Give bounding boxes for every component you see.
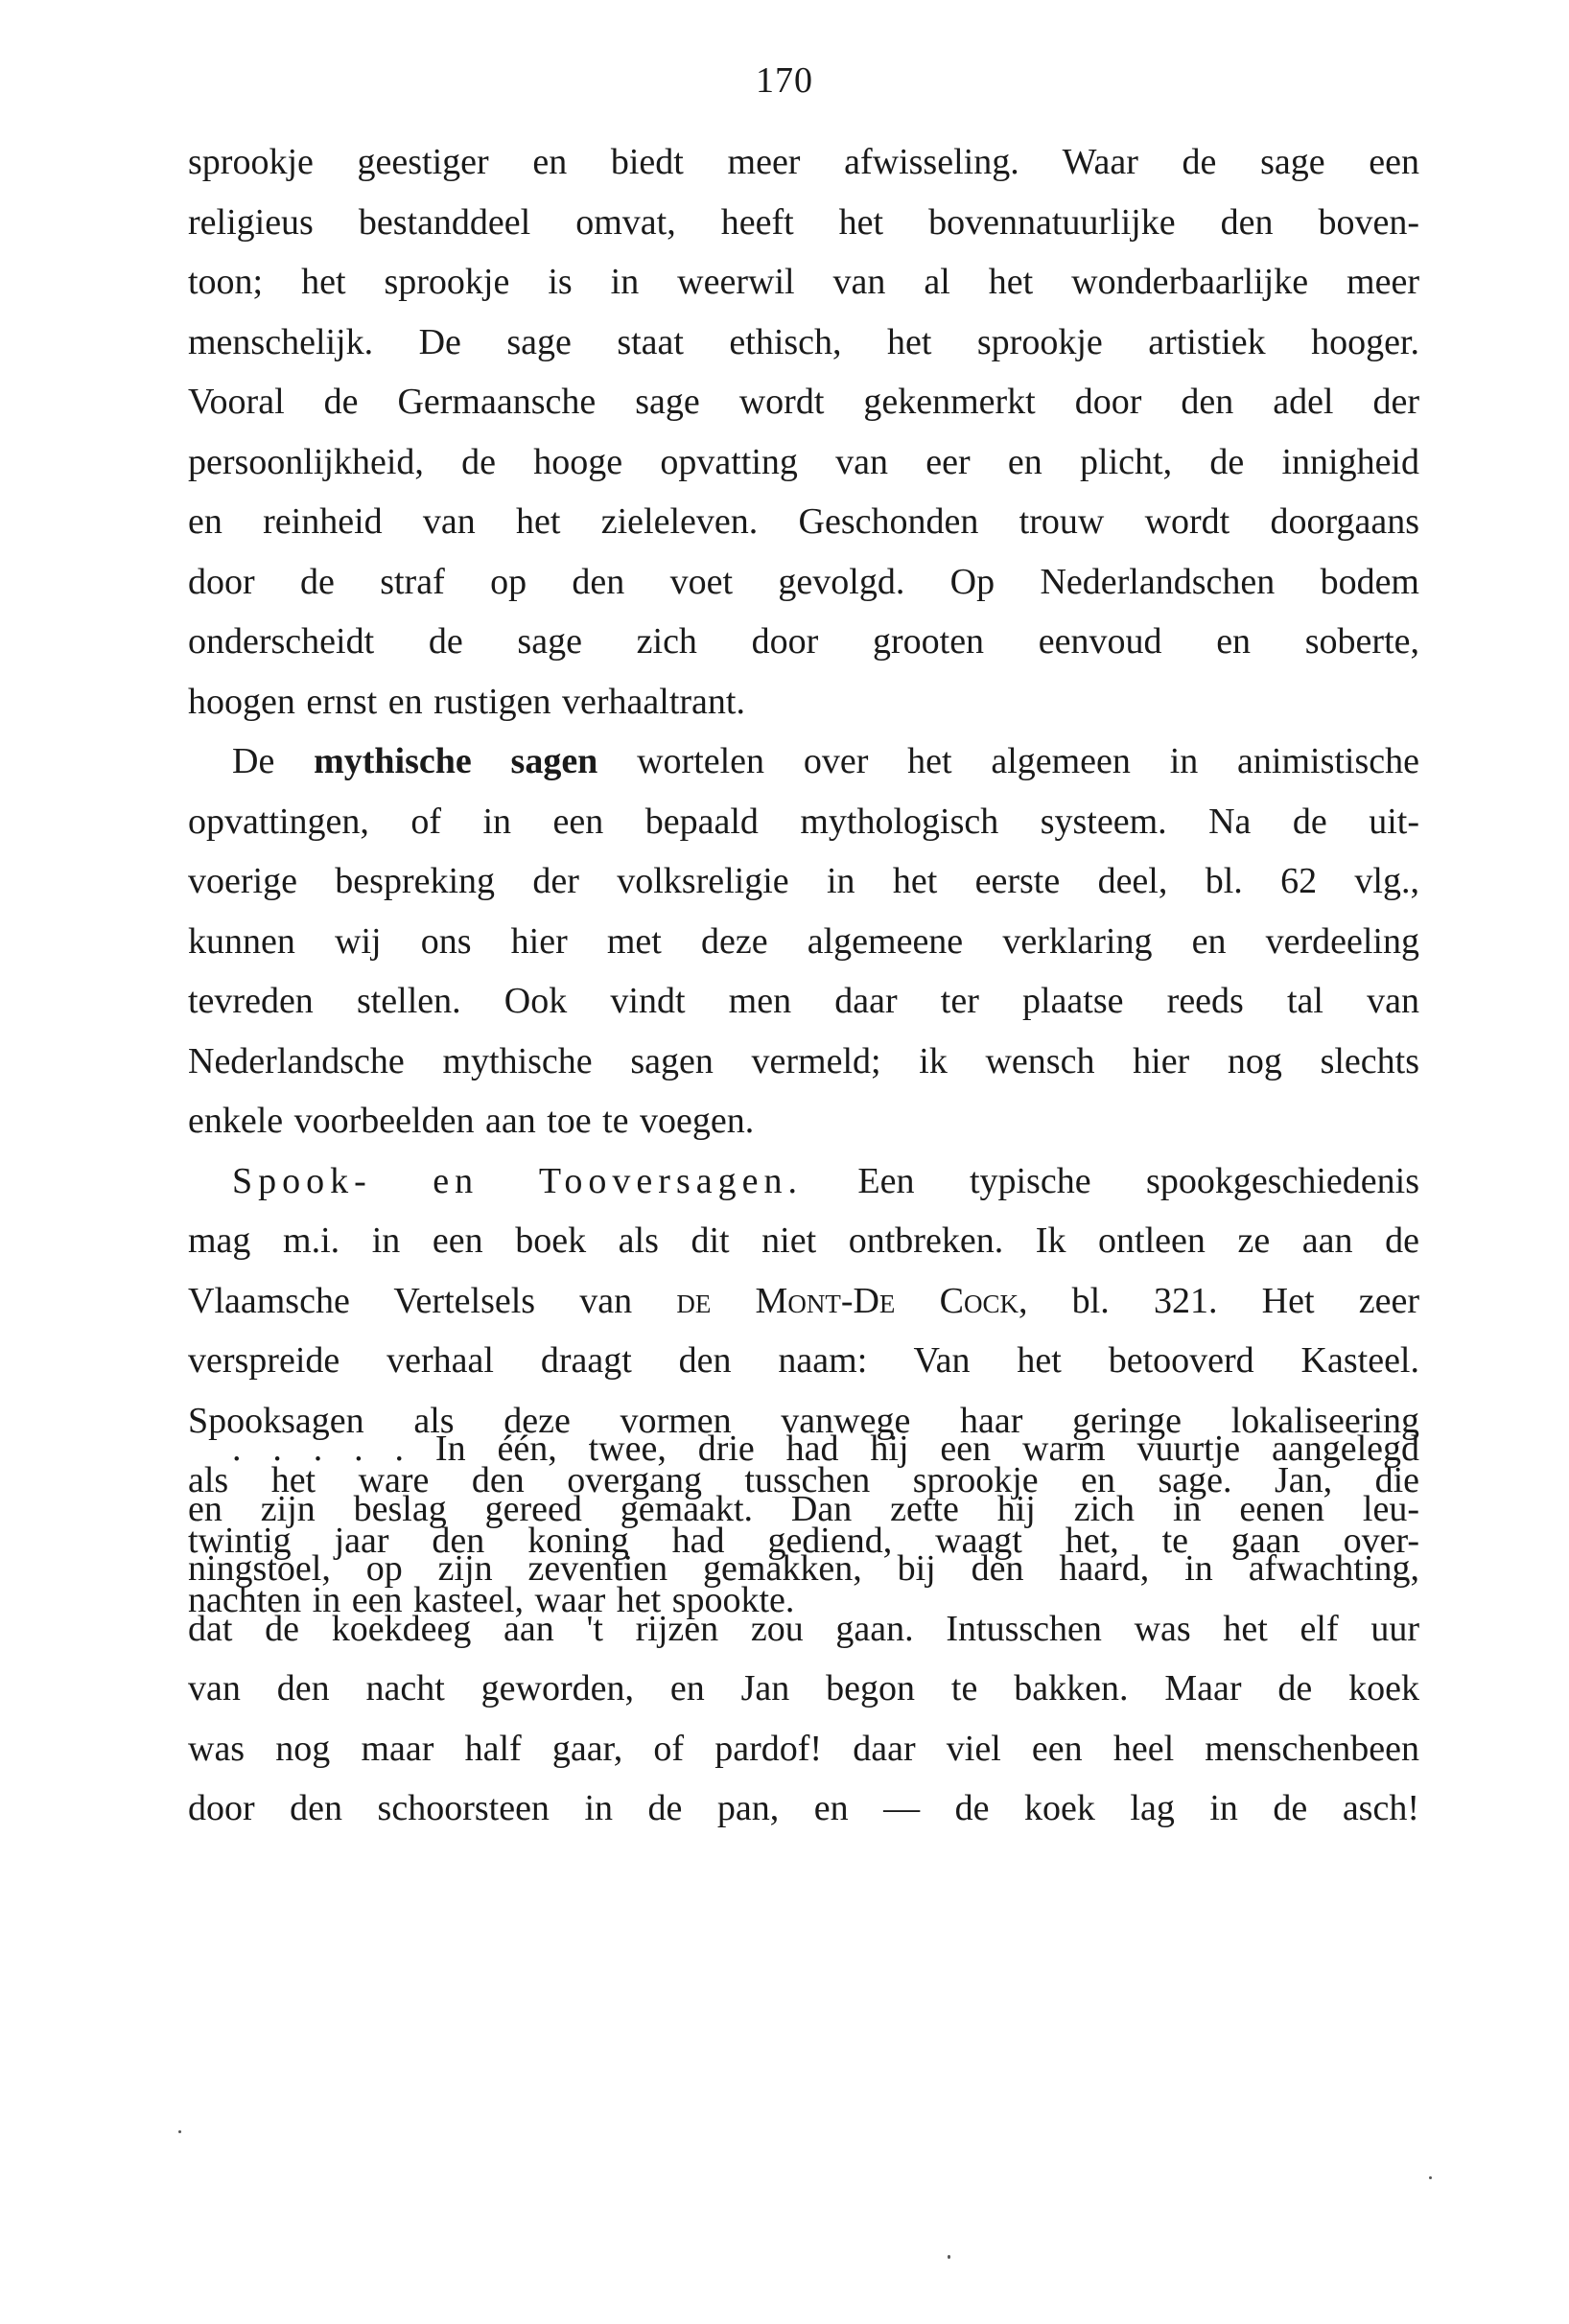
text-line: hoogen ernst en rustigen verhaaltrant. bbox=[188, 681, 745, 722]
text-line: religieus bestanddeel omvat, heeft het bovennatuurlijke den boven- bbox=[188, 201, 1419, 243]
text-line: mag m.i. in een boek als dit niet ontbreken. Ik ontleen ze aan de bbox=[188, 1220, 1419, 1261]
text-line bbox=[188, 1271, 1419, 1332]
page-number: 170 bbox=[756, 60, 813, 101]
text-line: van den nacht geworden, en Jan begon te bakken. Maar de koek bbox=[188, 1668, 1419, 1708]
text-line: door den schoorsteen in de pan, en — de koek lag in de asch! bbox=[188, 1788, 1419, 1828]
paper-speck bbox=[948, 2255, 950, 2259]
text-run: De bbox=[232, 741, 315, 781]
text-line: kunnen wij ons hier met deze algemeene verklaring en verdeeling bbox=[188, 920, 1419, 962]
text-line: tevreden stellen. Ook vindt men daar ter plaatse reeds tal van bbox=[188, 981, 1419, 1021]
text-line bbox=[188, 732, 1419, 792]
text-line: opvattingen, of in een bepaald mythologisch systeem. Na de uit- bbox=[188, 801, 1419, 842]
text-line: ningstoel, op zijn zeventien gemakken, bij den haard, in afwachting, bbox=[188, 1548, 1419, 1589]
paper-speck bbox=[1429, 2176, 1432, 2179]
text-run: , bl. 321. Het zeer bbox=[1018, 1280, 1419, 1321]
text-line: als het ware den overgang tusschen sprookje en sage. Jan, die bbox=[188, 1460, 1419, 1500]
bold-term: mythische sagen bbox=[314, 741, 598, 781]
text-line: onderscheidt de sage zich door grooten eenvoud en soberte, bbox=[188, 621, 1419, 662]
text-run: Vlaamsche Vertelsels van bbox=[188, 1280, 677, 1321]
text-line bbox=[188, 1151, 1419, 1212]
text-line: en reinheid van het zieleleven. Geschonden trouw wordt doorgaans bbox=[188, 501, 1419, 542]
text-line: sprookje geestiger en biedt meer afwisseling. Waar de sage een bbox=[188, 142, 1419, 182]
text-line: was nog maar half gaar, of pardof! daar viel een heel menschenbeen bbox=[188, 1728, 1419, 1769]
text-line: en zijn beslag gereed gemaakt. Dan zette hij zich in eenen leu- bbox=[188, 1488, 1419, 1529]
text-line: dat de koekdeeg aan 't rijzen zou gaan. Intusschen was het elf uur bbox=[188, 1608, 1419, 1649]
text-line: menschelijk. De sage staat ethisch, het sprookje artistiek hooger. bbox=[188, 321, 1419, 362]
author-name: de Mont-De Cock bbox=[676, 1280, 1019, 1321]
text-run: Een typische spookgeschiedenis bbox=[802, 1160, 1419, 1201]
text-run: wortelen over het algemeen in animistische bbox=[597, 741, 1419, 781]
paper-speck bbox=[178, 2130, 181, 2133]
text-line: door de straf op den voet gevolgd. Op Nederlandschen bodem bbox=[188, 561, 1419, 602]
text-line: nachten in een kasteel, waar het spookte. bbox=[188, 1580, 795, 1620]
body-text bbox=[188, 132, 1419, 1631]
text-line: Nederlandsche mythische sagen vermeld; ik wensch hier nog slechts bbox=[188, 1040, 1419, 1081]
quoted-passage bbox=[188, 1419, 1419, 1839]
text-line: Spooksagen als deze vormen vanwege haar geringe lokaliseering bbox=[188, 1400, 1419, 1441]
text-line: toon; het sprookje is in weerwil van al het wonderbaarlijke meer bbox=[188, 262, 1419, 302]
section-heading: Spook- en Tooversagen. bbox=[232, 1160, 803, 1201]
text-line: . . . . . In één, twee, drie had hij een warm vuurtje aangelegd bbox=[232, 1429, 1419, 1469]
text-line: enkele voorbeelden aan toe te voegen. bbox=[188, 1101, 755, 1141]
text-line: twintig jaar den koning had gediend, waagt het, te gaan over- bbox=[188, 1520, 1419, 1561]
text-line: Vooral de Germaansche sage wordt gekenmerkt door den adel der bbox=[188, 382, 1419, 422]
text-line: voerige bespreking der volksreligie in het eerste deel, bl. 62 vlg., bbox=[188, 861, 1419, 901]
text-line: verspreide verhaal draagt den naam: Van het betooverd Kasteel. bbox=[188, 1340, 1419, 1381]
text-line: persoonlijkheid, de hooge opvatting van eer en plicht, de innigheid bbox=[188, 441, 1419, 482]
